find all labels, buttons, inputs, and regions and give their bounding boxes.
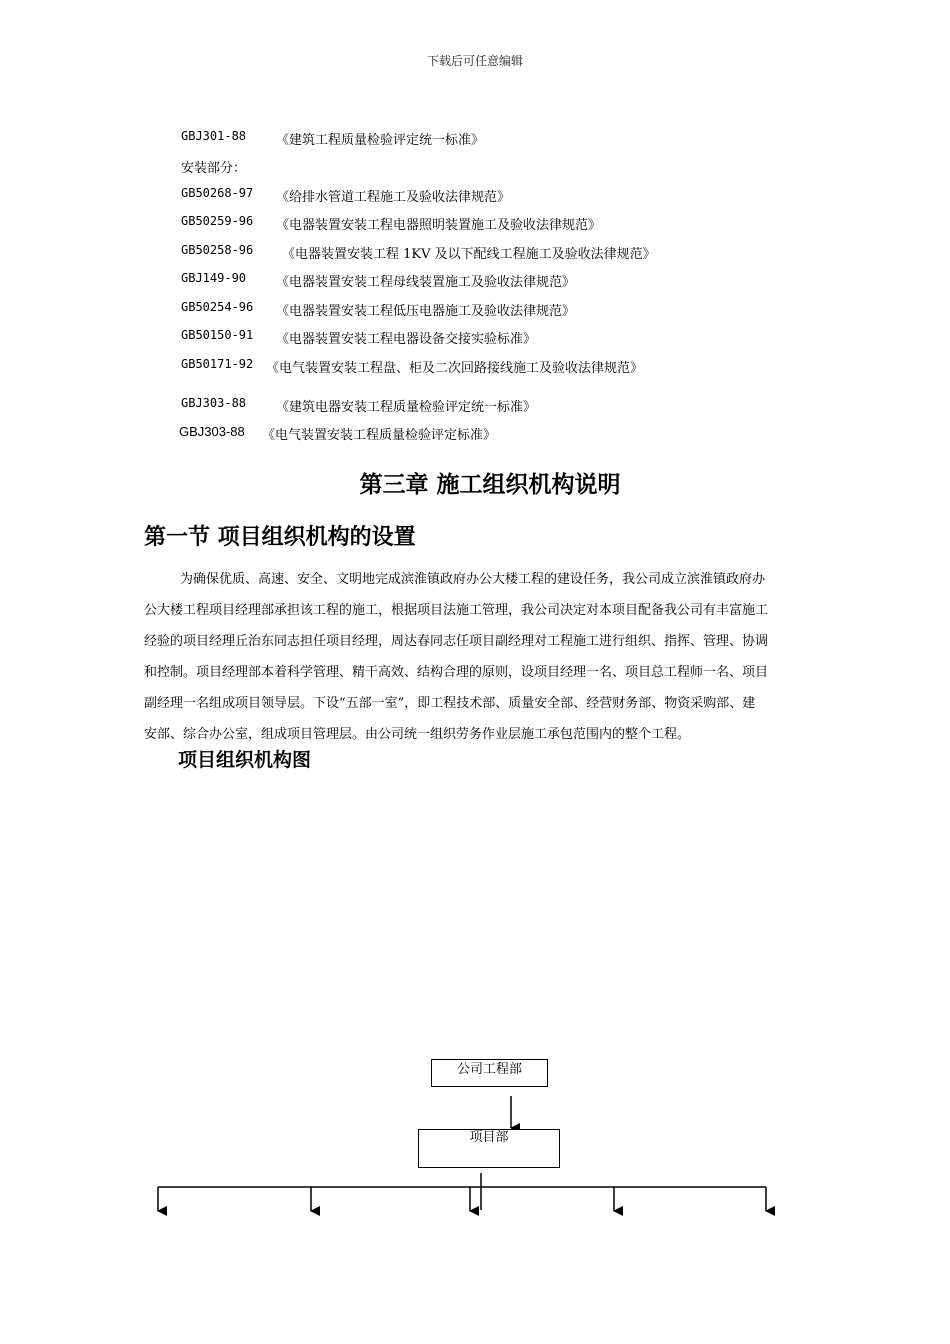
org-chart-heading: 项目组织机构图	[178, 749, 312, 771]
section-title: 第一节 项目组织机构的设置	[144, 525, 416, 550]
standard-title: 《电器装置安装工程电器照明装置施工及验收法律规范》	[276, 218, 602, 233]
standard-title: 《电器装置安装工程 1KV 及以下配线工程施工及验收法律规范》	[282, 247, 656, 262]
org-box-label: 项目部	[469, 1130, 509, 1145]
paragraph-line: 为确保优质、高速、安全、文明地完成滨淮镇政府办公大楼工程的建设任务，我公司成立滨淮镇政府办	[180, 572, 766, 587]
standard-code: GB50150-91	[181, 328, 254, 342]
standard-code: GBJ303-88	[181, 396, 247, 410]
standard-code: GB50268-97	[181, 186, 254, 200]
standard-title: 《电气装置安装工程盘、柜及二次回路接线施工及验收法律规范》	[266, 361, 644, 376]
standard-code: GB50258-96	[181, 243, 254, 257]
standard-title: 《建筑电器安装工程质量检验评定统一标准》	[276, 400, 537, 415]
org-box-label: 公司工程部	[456, 1062, 522, 1077]
standard-code: GBJ149-90	[181, 271, 247, 285]
org-box-project-department	[418, 1129, 560, 1168]
standard-title: 《电器装置安装工程电器设备交接实验标准》	[276, 332, 537, 347]
standard-code: GB50259-96	[181, 214, 254, 228]
standard-code: GB50254-96	[181, 300, 254, 314]
standard-code: GB50171-92	[181, 357, 254, 371]
page-header: 下载后可任意编辑	[426, 54, 523, 68]
paragraph-line: 经验的项目经理丘治东同志担任项目经理，周达春同志任项目副经理对工程施工进行组织、指挥、管理、协调	[144, 634, 769, 649]
standard-title: 《电气装置安装工程质量检验评定标准》	[262, 428, 497, 443]
paragraph-line: 副经理一名组成项目领导层。下设“五部一室”，即工程技术部、质量安全部、经营财务部、物资采购部、建	[144, 696, 756, 711]
paragraph-line: 和控制。项目经理部本着科学管理、精干高效、结构合理的原则，设项目经理一名、项目总工程师一名、项目	[144, 665, 769, 680]
install-section-label: 安装部分：	[181, 161, 247, 176]
org-box-company-engineering	[431, 1059, 548, 1087]
paragraph-line: 公大楼工程项目经理部承担该工程的施工，根据项目法施工管理，我公司决定对本项目配备我公司有丰富施工	[144, 603, 769, 618]
paragraph-line: 安部、综合办公室，组成项目管理层。由公司统一组织劳务作业层施工承包范围内的整个工程。	[144, 727, 691, 742]
standard-title: 《给排水管道工程施工及验收法律规范》	[276, 190, 511, 205]
chapter-title: 第三章 施工组织机构说明	[359, 472, 621, 498]
standard-title: 《电器装置安装工程低压电器施工及验收法律规范》	[276, 304, 576, 319]
standard-code: GBJ303-88	[179, 424, 245, 439]
standard-title: 《电器装置安装工程母线装置施工及验收法律规范》	[276, 275, 576, 290]
standard-code: GBJ301-88	[181, 129, 247, 143]
standard-title: 《建筑工程质量检验评定统一标准》	[276, 133, 485, 148]
